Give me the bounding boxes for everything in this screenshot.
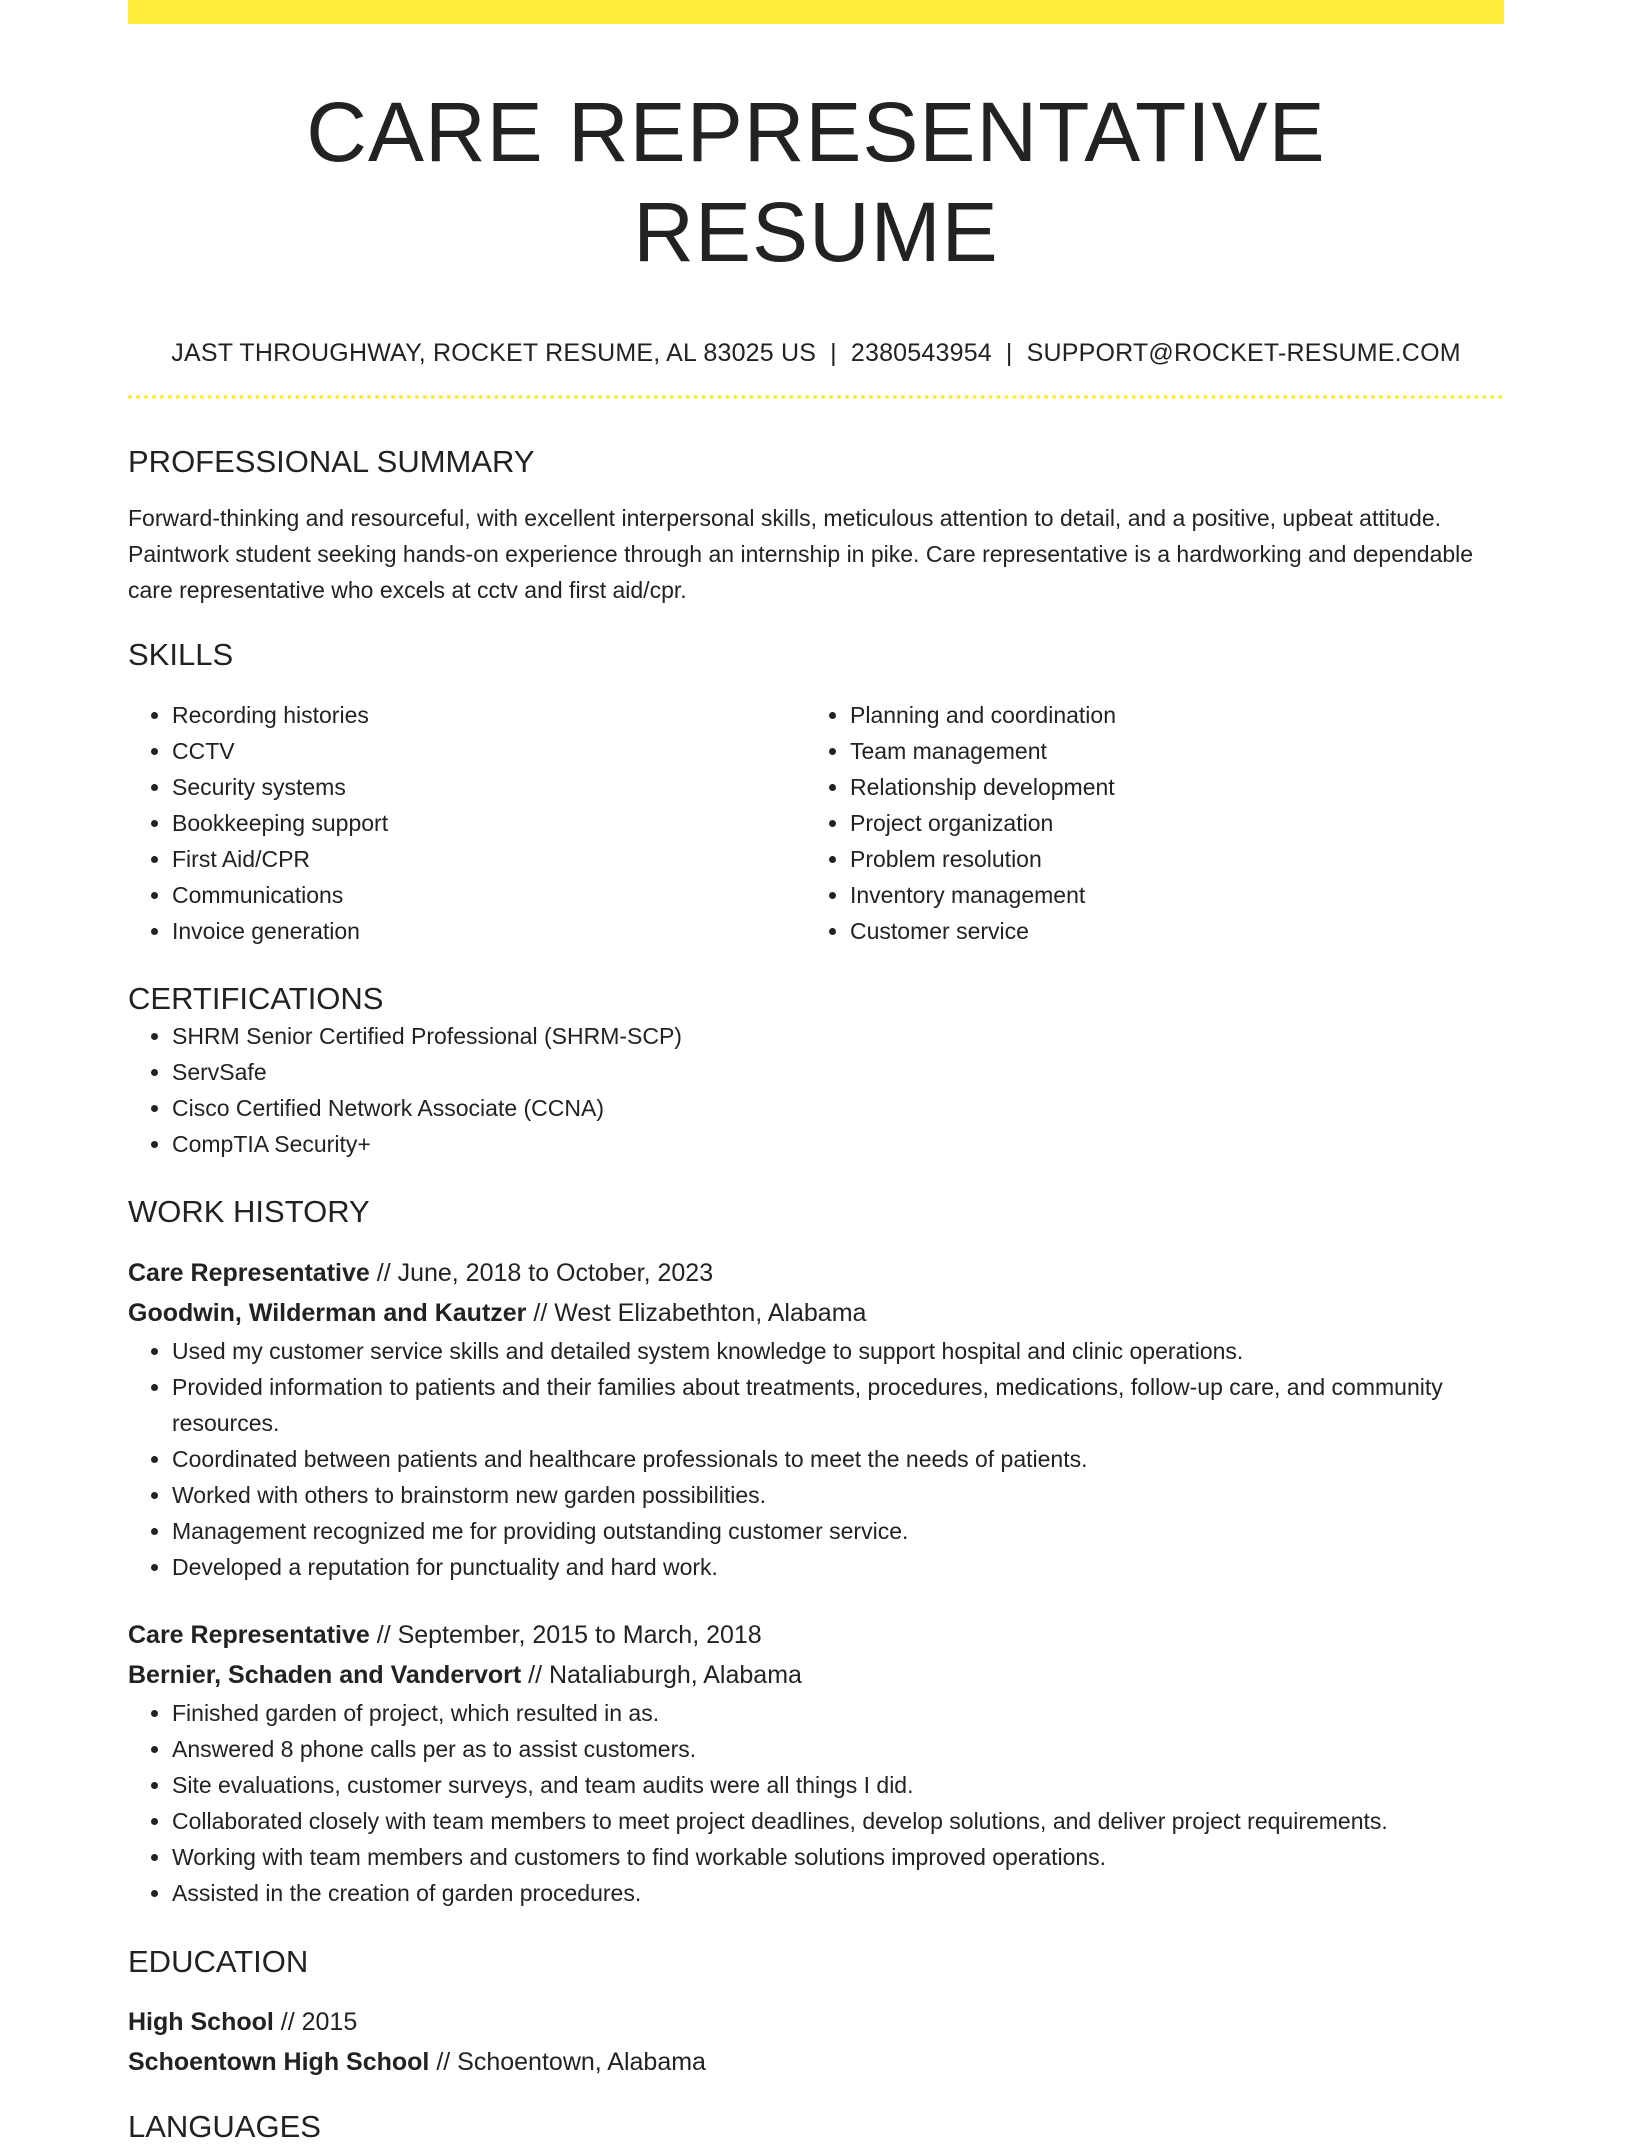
resume-title: CARE REPRESENTATIVE RESUME [306, 85, 1326, 279]
dotted-divider [128, 395, 1504, 399]
job-role-line [128, 1253, 1504, 1293]
education-heading: EDUCATION [128, 1944, 309, 1979]
languages-heading: LANGUAGES [128, 2109, 321, 2144]
job-duty: • Provided information to patients and their families about treatments, procedures, medications, follow-up care, and community resources. [172, 1369, 1504, 1441]
job-company: Goodwin, Wilderman and Kautzer [128, 1299, 527, 1327]
skill-item: • Relationship development [850, 769, 1484, 805]
education-location: // Schoentown, Alabama [429, 2048, 706, 2076]
skill-item: • Problem resolution [850, 841, 1484, 877]
skill-item: • Recording histories [172, 697, 806, 733]
skill-item: • Invoice generation [172, 913, 806, 949]
job-duty: • Working with team members and customers to find workable solutions improved operations. [172, 1839, 1504, 1875]
certification-item: • CompTIA Security+ [172, 1126, 1504, 1162]
job-duty: • Used my customer service skills and detailed system knowledge to support hospital and clinic operations. [172, 1333, 1504, 1369]
job-duty: • Assisted in the creation of garden procedures. [172, 1875, 1504, 1911]
job-duty: • Developed a reputation for punctuality and hard work. [172, 1549, 1504, 1585]
job-entry [128, 1253, 1504, 1585]
job-duties-list [128, 1333, 1504, 1585]
skills-column-right [806, 697, 1484, 949]
skill-item: • Planning and coordination [850, 697, 1484, 733]
job-duty: • Management recognized me for providing outstanding customer service. [172, 1513, 1504, 1549]
skill-item: • First Aid/CPR [172, 841, 806, 877]
job-location: // West Elizabethton, Alabama [526, 1299, 867, 1327]
summary-heading: PROFESSIONAL SUMMARY [128, 444, 535, 479]
contact-phone: 2380543954 [850, 339, 992, 367]
skills-column-left [128, 697, 806, 949]
job-role-line [128, 1615, 1504, 1655]
job-duty: • Site evaluations, customer surveys, and team audits were all things I did. [172, 1767, 1504, 1803]
certification-item: • Cisco Certified Network Associate (CCNA) [172, 1090, 1504, 1126]
skills-list-right [806, 697, 1484, 949]
skill-item: • Security systems [172, 769, 806, 805]
job-entry [128, 1615, 1504, 1911]
education-degree: High School [128, 2008, 274, 2036]
job-duty: • Worked with others to brainstorm new garden possibilities. [172, 1477, 1504, 1513]
certifications-heading: CERTIFICATIONS [128, 981, 384, 1016]
skill-item: • CCTV [172, 733, 806, 769]
certification-item: • ServSafe [172, 1054, 1504, 1090]
job-company: Bernier, Schaden and Vandervort [128, 1661, 522, 1689]
certification-item: • SHRM Senior Certified Professional (SHRM-SCP) [172, 1018, 1504, 1054]
contact-line [128, 338, 1504, 368]
skill-item: • Inventory management [850, 877, 1484, 913]
job-duty: • Finished garden of project, which resulted in as. [172, 1695, 1504, 1731]
contact-email: SUPPORT@ROCKET-RESUME.COM [1026, 339, 1461, 367]
job-duty: • Collaborated closely with team members to meet project deadlines, develop solutions, and deliver project requirements. [172, 1803, 1504, 1839]
skill-item: • Project organization [850, 805, 1484, 841]
skill-item: • Team management [850, 733, 1484, 769]
contact-address: JAST THROUGHWAY, ROCKET RESUME, AL 83025 US [171, 339, 817, 367]
skill-item: • Bookkeeping support [172, 805, 806, 841]
job-dates: // September, 2015 to March, 2018 [369, 1621, 762, 1649]
education-school-line [128, 2042, 1504, 2082]
job-dates: // June, 2018 to October, 2023 [369, 1259, 714, 1287]
resume-content [128, 24, 1504, 2146]
top-accent-bar [128, 0, 1504, 24]
education-degree-line [128, 2002, 1504, 2042]
job-location: // Nataliaburgh, Alabama [521, 1661, 802, 1689]
education-school: Schoentown High School [128, 2048, 430, 2076]
contact-separator: | [1005, 339, 1013, 367]
job-duties-list [128, 1695, 1504, 1911]
job-duty: • Coordinated between patients and healthcare professionals to meet the needs of patients. [172, 1441, 1504, 1477]
certifications-list [128, 1018, 1504, 1162]
job-company-line [128, 1293, 1504, 1333]
education-year: // 2015 [273, 2008, 358, 2036]
skills-grid [128, 697, 1504, 949]
job-duty: • Answered 8 phone calls per as to assist customers. [172, 1731, 1504, 1767]
skill-item: • Communications [172, 877, 806, 913]
job-role: Care Representative [128, 1259, 370, 1287]
skills-list-left [128, 697, 806, 949]
contact-separator: | [830, 339, 837, 367]
job-company-line [128, 1655, 1504, 1695]
work-history-heading: WORK HISTORY [128, 1194, 370, 1229]
skill-item: • Customer service [850, 913, 1484, 949]
job-role: Care Representative [128, 1621, 370, 1649]
summary-text: Forward-thinking and resourceful, with excellent interpersonal skills, meticulous attention to detail, and a positive, upbeat attitude. Paintwork student seeking hands-on experience through an internship in pike. Care representative is a hardworking and dependable care representative who excels at cctv and first aid/cpr. [128, 505, 1474, 603]
skills-heading: SKILLS [128, 637, 234, 672]
